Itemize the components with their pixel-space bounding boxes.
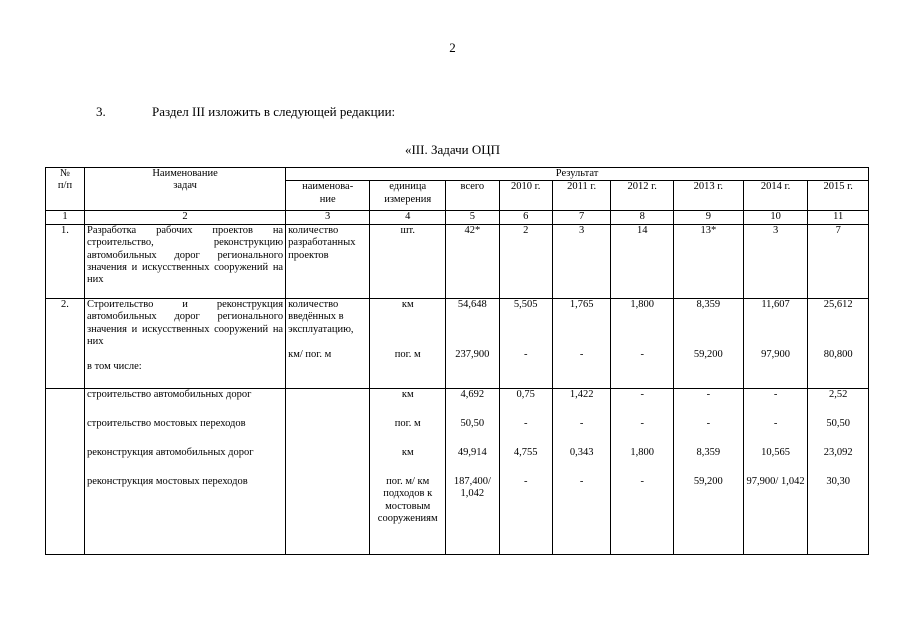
column-number: 11: [808, 211, 869, 224]
header-task-name: Наименование задач: [84, 168, 285, 211]
row-number-empty: [46, 388, 85, 554]
subtask-year-value: 10,565: [761, 446, 790, 458]
subtask-total: 4,692: [460, 388, 485, 400]
column-number: 7: [552, 211, 610, 224]
subtask-2014-cell: [743, 388, 808, 554]
year-2011-value: 1,765: [569, 298, 594, 310]
subtask-name: реконструкция мостовых переходов: [86, 475, 248, 487]
year-2010-value: 2: [499, 224, 552, 298]
unit: шт.: [370, 224, 446, 298]
subtask-2010-cell: [499, 388, 552, 554]
column-number: 1: [46, 211, 85, 224]
subtask-year-value: -: [640, 475, 644, 487]
year-2012-cell: [611, 298, 674, 388]
header-num: № п/п: [46, 168, 85, 211]
subtask-year-value: 2,52: [829, 388, 848, 400]
subtask-year-value: 30,30: [826, 475, 850, 487]
subtask-total: 187,400/ 1,042: [453, 475, 491, 500]
subtask-name: строительство автомобильных дорог: [86, 388, 252, 400]
subtask-2013-cell: [673, 388, 743, 554]
unit: км: [401, 298, 414, 310]
subtask-year-value: 59,200: [693, 475, 723, 487]
unit-secondary: пог. м: [394, 348, 421, 360]
subtask-year-value: 0,75: [516, 388, 535, 400]
subtask-year-value: 50,50: [826, 417, 850, 429]
task-name-cell: [84, 298, 285, 388]
task-name-subheading: в том числе:: [86, 360, 142, 372]
subtask-year-value: -: [579, 475, 584, 487]
header-row-top: [46, 168, 869, 181]
task-name: Разработка рабочих проектов на строительство, реконструкцию автомобильных дорог регионального значения и искусственных сооружений на них: [84, 224, 285, 298]
header-unit: единица измерения: [370, 181, 446, 211]
total-cell: [446, 298, 499, 388]
subtask-year-value: -: [640, 417, 644, 429]
instruction-line: [96, 104, 395, 120]
tasks-table: [45, 167, 869, 555]
table-row-2-breakdown: [46, 388, 869, 554]
subtask-year-value: 1,422: [569, 388, 594, 400]
year-2015-value-secondary: 80,800: [823, 348, 853, 360]
instruction-number: 3.: [96, 104, 106, 119]
subtask-2015-cell: [808, 388, 869, 554]
year-2015-value: 25,612: [823, 298, 853, 310]
subtask-name: реконструкция автомобильных дорог: [86, 446, 254, 458]
header-year-2015: 2015 г.: [808, 181, 869, 211]
table-row-1: [46, 224, 869, 298]
page-number: 2: [449, 40, 456, 55]
column-number: 3: [286, 211, 370, 224]
subtask-total: 50,50: [460, 417, 485, 429]
subtask-year-value: 23,092: [823, 446, 853, 458]
subtask-unit: км: [401, 388, 414, 400]
year-2013-value-secondary: 59,200: [693, 348, 723, 360]
indicator-unit-note: км/ пог. м: [288, 348, 332, 360]
year-2015-cell: [808, 298, 869, 388]
subtask-totals-cell: [446, 388, 499, 554]
year-2012-value: 14: [611, 224, 674, 298]
column-number: 4: [370, 211, 446, 224]
subtask-year-value: 8,359: [696, 446, 721, 458]
subtask-year-value: -: [579, 417, 584, 429]
task-name: Строительство и реконструкция автомобильных дорог регионального значения и искусственных сооружений на них: [86, 298, 284, 348]
subtask-year-value: -: [640, 388, 644, 400]
subtask-year-value: -: [523, 417, 528, 429]
indicator-cell: [286, 298, 370, 388]
year-2012-value: 1,800: [630, 298, 654, 310]
year-2010-value-secondary: -: [523, 348, 528, 360]
subtask-unit: пог. м: [394, 417, 421, 429]
subtask-names-cell: [84, 388, 285, 554]
subtask-year-value: -: [706, 388, 711, 400]
year-2011-cell: [552, 298, 610, 388]
year-2010-cell: [499, 298, 552, 388]
subtask-year-value: -: [773, 417, 778, 429]
header-year-2010: 2010 г.: [499, 181, 552, 211]
subtask-year-value: 97,900/ 1,042: [746, 475, 805, 487]
header-indicator: наименова- ние: [286, 181, 370, 211]
year-2014-cell: [743, 298, 808, 388]
subtask-year-value: 1,800: [630, 446, 654, 458]
header-result: Результат: [286, 168, 869, 181]
subtask-name: строительство мостовых переходов: [86, 417, 246, 429]
year-2015-value: 7: [808, 224, 869, 298]
subtask-unit: пог. м/ км подходов к мостовым сооружениям: [377, 475, 438, 525]
year-2013-cell: [673, 298, 743, 388]
subtask-2012-cell: [611, 388, 674, 554]
header-year-2012: 2012 г.: [611, 181, 674, 211]
subtask-unit: км: [401, 446, 414, 458]
total-value: 42*: [446, 224, 499, 298]
indicator-name: количество введённых в эксплуатацию,: [288, 298, 354, 335]
column-number: 10: [743, 211, 808, 224]
indicator-empty: [286, 388, 370, 554]
year-2013-value: 13*: [673, 224, 743, 298]
year-2013-value: 8,359: [696, 298, 721, 310]
year-2012-value-secondary: -: [640, 348, 644, 360]
column-number: 8: [611, 211, 674, 224]
year-2014-value: 11,607: [761, 298, 790, 310]
row-number: 2.: [46, 298, 85, 388]
subtask-year-value: -: [773, 388, 778, 400]
unit-cell: [370, 298, 446, 388]
section-title: «III. Задачи ОЦП: [404, 142, 501, 157]
table-row-2: [46, 298, 869, 388]
column-number: 2: [84, 211, 285, 224]
year-2011-value-secondary: -: [579, 348, 584, 360]
subtask-year-value: -: [706, 417, 711, 429]
total-value-secondary: 237,900: [455, 348, 490, 360]
subtask-units-cell: [370, 388, 446, 554]
column-number: 5: [446, 211, 499, 224]
header-year-2014: 2014 г.: [743, 181, 808, 211]
year-2011-value: 3: [552, 224, 610, 298]
subtask-total: 49,914: [457, 446, 487, 458]
total-value: 54,648: [457, 298, 487, 310]
column-number: 6: [499, 211, 552, 224]
instruction-text: Раздел III изложить в следующей редакции:: [152, 104, 396, 119]
header-total: всего: [446, 181, 499, 211]
header-year-2011: 2011 г.: [552, 181, 610, 211]
row-number: 1.: [46, 224, 85, 298]
year-2014-value: 3: [743, 224, 808, 298]
column-number: 9: [673, 211, 743, 224]
subtask-year-value: 4,755: [513, 446, 538, 458]
year-2014-value-secondary: 97,900: [761, 348, 790, 360]
subtask-2011-cell: [552, 388, 610, 554]
header-year-2013: 2013 г.: [673, 181, 743, 211]
subtask-year-value: -: [523, 475, 528, 487]
indicator-name: количество разработанных проектов: [286, 224, 370, 298]
subtask-year-value: 0,343: [569, 446, 594, 458]
column-number-row: [46, 211, 869, 224]
year-2010-value: 5,505: [513, 298, 538, 310]
